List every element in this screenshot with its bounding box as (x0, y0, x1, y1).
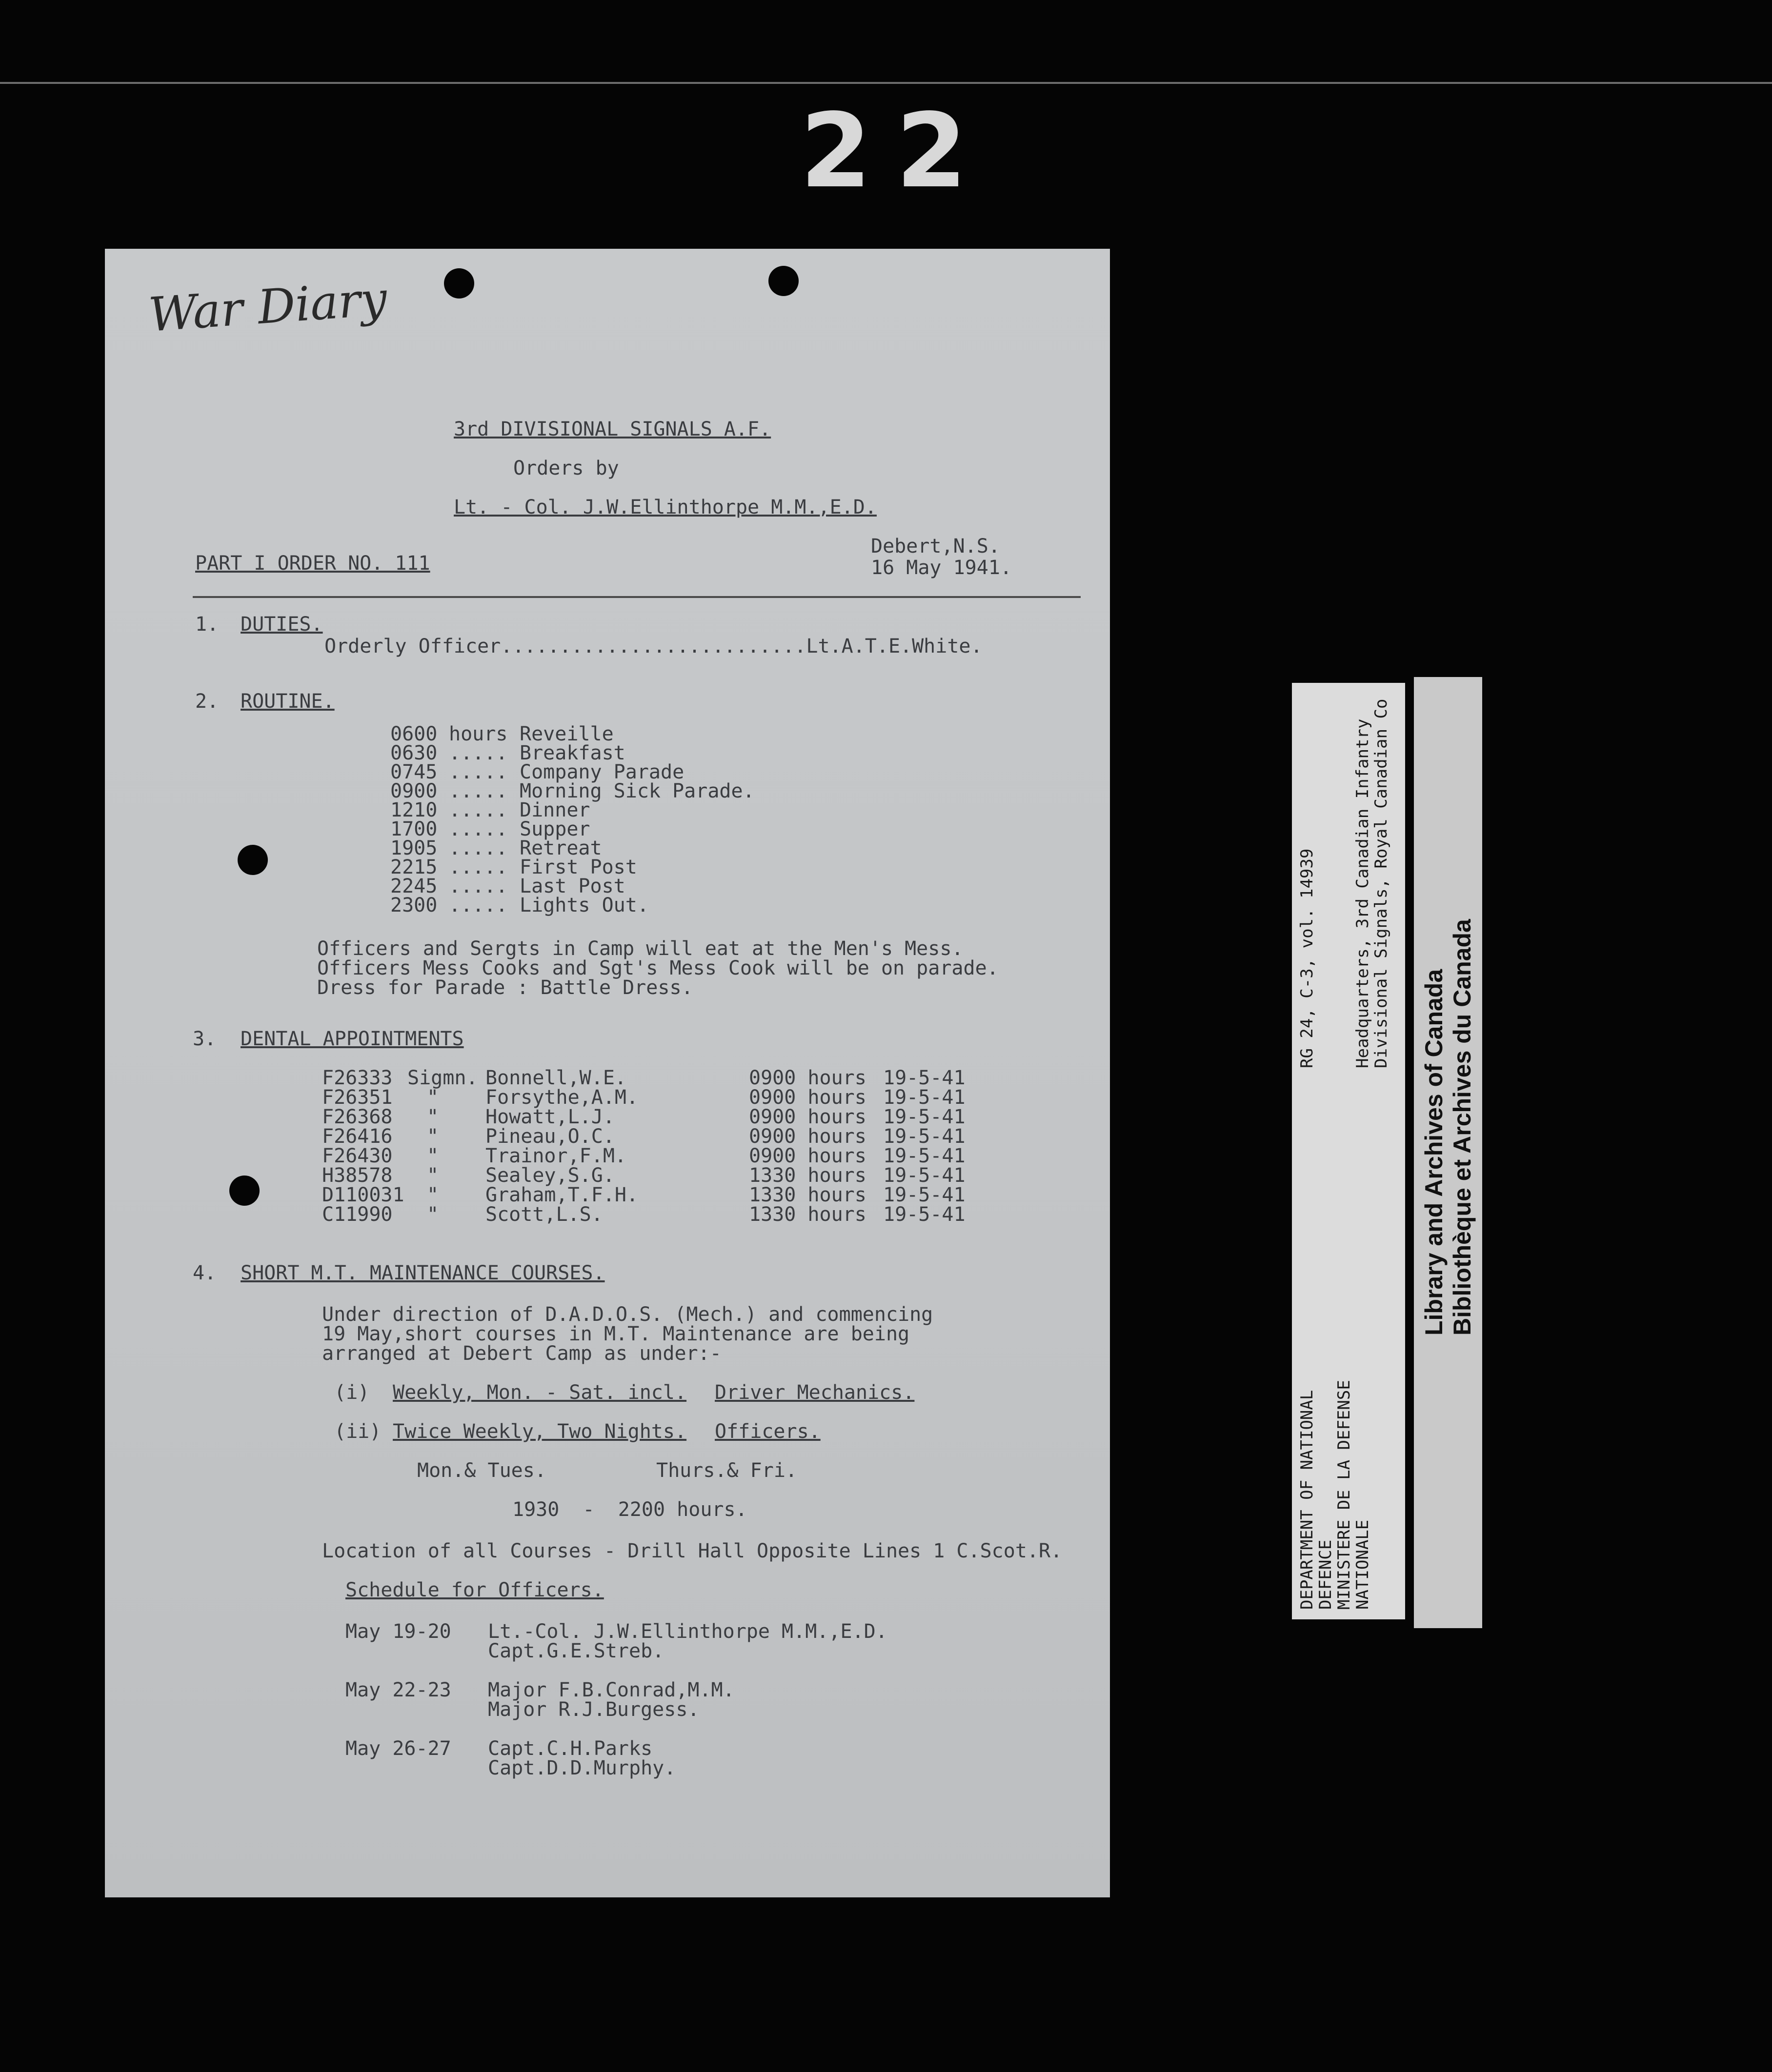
patient-name: Scott,L.S. (485, 1203, 603, 1226)
appointment-time: 1330 hours (749, 1164, 866, 1187)
course-item-number: (ii) (334, 1420, 382, 1443)
section-number: 4. (193, 1262, 217, 1284)
service-number: F26430 (322, 1145, 393, 1167)
service-number: D110031 (322, 1184, 404, 1206)
patient-name: Sealey,S.G. (485, 1164, 615, 1187)
appointment-time: 1330 hours (749, 1203, 866, 1226)
routine-time: 2300 (390, 894, 438, 916)
appointment-date: 19-5-41 (883, 1203, 966, 1226)
routine-separator: ..... (449, 856, 508, 878)
unit-heading: 3rd DIVISIONAL SIGNALS A.F. (454, 418, 771, 440)
routine-event: Supper (520, 818, 590, 840)
duties-heading: DUTIES. (241, 613, 323, 636)
appointment-date: 19-5-41 (883, 1067, 966, 1089)
handwritten-note: War Diary (147, 271, 389, 342)
section-number: 1. (195, 613, 219, 636)
place: Debert,N.S. (871, 535, 1000, 558)
appointment-time: 0900 hours (749, 1086, 866, 1109)
orderly-officer-line: Orderly Officer..........................Lt.A.T.E.White. (324, 635, 983, 657)
course-hours: 1930 - 2200 hours. (512, 1498, 747, 1521)
archive-description: Divisional Signals, Royal Canadian Co (1371, 698, 1391, 1068)
document-page (105, 249, 1110, 1897)
routine-event: Dinner (520, 799, 590, 821)
course-days: Thurs.& Fri. (656, 1459, 797, 1482)
punch-hole (238, 845, 268, 875)
service-number: F26368 (322, 1106, 393, 1128)
routine-time: 1700 (390, 818, 438, 840)
courses-heading: SHORT M.T. MAINTENANCE COURSES. (241, 1262, 605, 1284)
patient-name: Trainor,F.M. (485, 1145, 626, 1167)
lac-name-fr: Bibliothèque et Archives du Canada (1449, 919, 1476, 1335)
routine-separator: ..... (449, 818, 508, 840)
archive-reference: RG 24, C-3, vol. 14939 (1297, 848, 1317, 1068)
appointment-date: 19-5-41 (883, 1125, 966, 1148)
routine-time: 0745 (390, 761, 438, 783)
service-number: H38578 (322, 1164, 393, 1187)
schedule-officer: Lt.-Col. J.W.Ellinthorpe M.M.,E.D. (488, 1620, 887, 1643)
schedule-officer: Capt.D.D.Murphy. (488, 1757, 676, 1779)
appointment-time: 0900 hours (749, 1145, 866, 1167)
courses-intro-line: 19 May,short courses in M.T. Maintenance are being (322, 1323, 910, 1345)
routine-note: Officers and Sergts in Camp will eat at the Men's Mess. (317, 937, 964, 960)
appointment-time: 0900 hours (749, 1067, 866, 1089)
rank: " (427, 1145, 439, 1167)
schedule-officer: Capt.G.E.Streb. (488, 1640, 664, 1662)
course-location: Location of all Courses - Drill Hall Opposite Lines 1 C.Scot.R. (322, 1540, 1063, 1562)
routine-time: 0630 (390, 742, 438, 764)
header-rule (193, 596, 1081, 598)
routine-event: Breakfast (520, 742, 625, 764)
department-line: DEFENCE (1316, 1539, 1335, 1610)
routine-separator: ..... (449, 894, 508, 916)
routine-time: 2245 (390, 875, 438, 897)
patient-name: Bonnell,W.E. (485, 1067, 626, 1089)
punch-hole (229, 1175, 260, 1206)
appointment-date: 19-5-41 (883, 1184, 966, 1206)
appointment-time: 0900 hours (749, 1106, 866, 1128)
courses-intro-line: Under direction of D.A.D.O.S. (Mech.) and commencing (322, 1303, 933, 1326)
appointment-time: 1330 hours (749, 1184, 866, 1206)
department-line: DEPARTMENT OF NATIONAL (1297, 1390, 1317, 1610)
department-line: NATIONALE (1353, 1519, 1372, 1610)
section-number: 2. (195, 690, 219, 713)
routine-event: Retreat (520, 837, 602, 859)
punch-hole (768, 266, 799, 296)
routine-time: 0900 (390, 780, 438, 802)
commander: Lt. - Col. J.W.Ellinthorpe M.M.,E.D. (454, 496, 877, 518)
service-number: F26416 (322, 1125, 393, 1148)
film-edge-line (0, 82, 1772, 84)
service-number: C11990 (322, 1203, 393, 1226)
appointment-date: 19-5-41 (883, 1106, 966, 1128)
rank: " (427, 1203, 439, 1226)
orders-by: Orders by (513, 457, 619, 479)
routine-time: 2215 (390, 856, 438, 878)
lac-name-en: Library and Archives of Canada (1420, 969, 1448, 1335)
routine-separator: ..... (449, 875, 508, 897)
date: 16 May 1941. (871, 557, 1012, 579)
schedule-dates: May 19-20 (345, 1620, 451, 1643)
schedule-dates: May 26-27 (345, 1737, 451, 1760)
rank: " (427, 1164, 439, 1187)
routine-separator: hours (449, 723, 508, 745)
routine-separator: ..... (449, 837, 508, 859)
routine-time: 1210 (390, 799, 438, 821)
punch-hole (444, 268, 474, 299)
department-line: MINISTERE DE LA DEFENSE (1334, 1380, 1354, 1610)
schedule-heading: Schedule for Officers. (345, 1579, 604, 1601)
rank: " (427, 1125, 439, 1148)
routine-time: 0600 (390, 723, 438, 745)
appointment-date: 19-5-41 (883, 1145, 966, 1167)
patient-name: Pineau,O.C. (485, 1125, 615, 1148)
archive-description: Headquarters, 3rd Canadian Infantry (1353, 718, 1372, 1068)
course-attendees: Officers. (715, 1420, 821, 1443)
routine-event: Last Post (520, 875, 625, 897)
part-order-number: PART I ORDER NO. 111 (195, 552, 430, 575)
course-frequency: Weekly, Mon. - Sat. incl. (393, 1381, 687, 1404)
routine-separator: ..... (449, 742, 508, 764)
routine-time: 1905 (390, 837, 438, 859)
lac-label (1414, 677, 1482, 1628)
patient-name: Howatt,L.J. (485, 1106, 615, 1128)
routine-note: Officers Mess Cooks and Sgt's Mess Cook will be on parade. (317, 957, 999, 979)
routine-separator: ..... (449, 799, 508, 821)
service-number: F26333 (322, 1067, 393, 1089)
section-number: 3. (193, 1028, 217, 1050)
routine-separator: ..... (449, 761, 508, 783)
routine-event: First Post (520, 856, 637, 878)
schedule-dates: May 22-23 (345, 1679, 451, 1701)
schedule-officer: Capt.C.H.Parks (488, 1737, 653, 1760)
appointment-date: 19-5-41 (883, 1164, 966, 1187)
service-number: F26351 (322, 1086, 393, 1109)
routine-separator: ..... (449, 780, 508, 802)
rank: Sigmn. (407, 1067, 478, 1089)
rank: " (427, 1106, 439, 1128)
patient-name: Forsythe,A.M. (485, 1086, 639, 1109)
schedule-officer: Major F.B.Conrad,M.M. (488, 1679, 735, 1701)
schedule-officer: Major R.J.Burgess. (488, 1698, 700, 1721)
courses-intro-line: arranged at Debert Camp as under:- (322, 1342, 722, 1365)
archive-reference-label (1292, 683, 1405, 1619)
routine-event: Morning Sick Parade. (520, 780, 755, 802)
course-frequency: Twice Weekly, Two Nights. (393, 1420, 687, 1443)
course-days: Mon.& Tues. (417, 1459, 546, 1482)
routine-note: Dress for Parade : Battle Dress. (317, 976, 693, 999)
routine-event: Lights Out. (520, 894, 649, 916)
dental-heading: DENTAL APPOINTMENTS (241, 1028, 464, 1050)
course-attendees: Driver Mechanics. (715, 1381, 915, 1404)
appointment-date: 19-5-41 (883, 1086, 966, 1109)
patient-name: Graham,T.F.H. (485, 1184, 639, 1206)
appointment-time: 0900 hours (749, 1125, 866, 1148)
routine-heading: ROUTINE. (241, 690, 335, 713)
frame-number: 22 (800, 91, 992, 211)
course-item-number: (i) (334, 1381, 370, 1404)
rank: " (427, 1086, 439, 1109)
rank: " (427, 1184, 439, 1206)
routine-event: Reveille (520, 723, 614, 745)
routine-event: Company Parade (520, 761, 685, 783)
